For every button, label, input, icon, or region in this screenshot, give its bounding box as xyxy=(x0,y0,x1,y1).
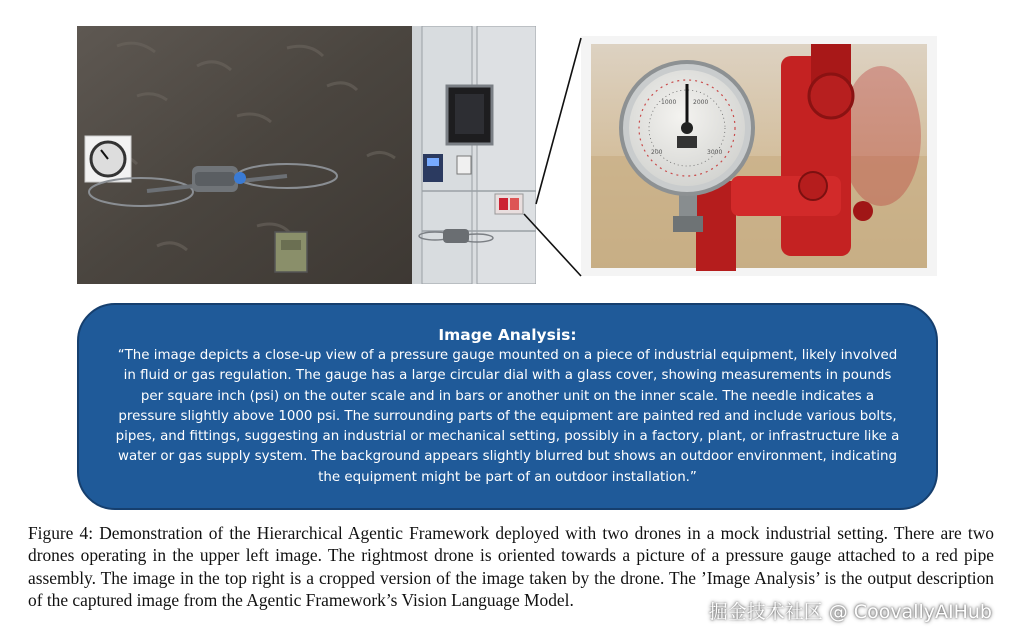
drone-scene-photo xyxy=(77,26,536,284)
pressure-gauge-photo xyxy=(581,36,937,276)
figure-caption: Figure 4: Demonstration of the Hierarchical Agentic Framework deployed with two drones in a mock industrial setting. There are two drones operating in the upper left image. The rightmost drone is oriented towards a picture of a pressure gauge attached to a red pipe assembly. The image in the top right is a cropped version of the image taken by the drone. The ’Image Analysis’ is the output description of the captured image from the Agentic Framework’s Vision Language Model. xyxy=(28,523,994,611)
image-analysis-box xyxy=(77,303,938,510)
svg-text:2000: 2000 xyxy=(693,99,709,106)
watermark: 掘金技术社区 @ CoovallyAIHub xyxy=(708,601,992,623)
svg-text:200: 200 xyxy=(651,149,663,156)
pressure-gauge-illustration xyxy=(581,36,937,276)
drone-scene-illustration xyxy=(77,26,536,284)
analysis-title: Image Analysis: xyxy=(438,326,577,344)
svg-text:1000: 1000 xyxy=(661,99,677,106)
analysis-text: “The image depicts a close-up view of a pressure gauge mounted on a piece of industrial equipment, likely involved in fluid or gas regulation. The gauge has a large circular dial with a glass cover, showing measurements in pounds per square inch (psi) on the outer scale and in bars or another unit on the inner scale. The needle indicates a pressure slightly above 1000 psi. The surrounding parts of the equipment are painted red and include various bolts, pipes, and fittings, suggesting an industrial or mechanical setting, possibly in a factory, plant, or infrastructure like a water or gas supply system. The background appears slightly blurred but shows an outdoor environment, indicating the equipment might be part of an outdoor installation.” xyxy=(115,348,900,485)
svg-text:3000: 3000 xyxy=(707,149,723,156)
